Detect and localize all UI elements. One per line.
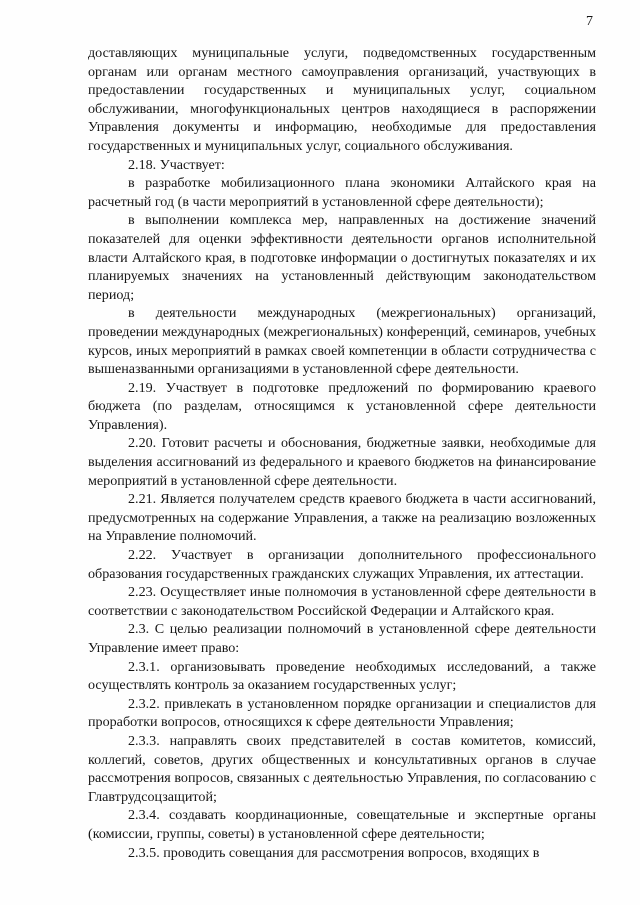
paragraph: 2.3. С целью реализации полномочий в установленной сфере деятельности Управление имеет право: — [88, 621, 596, 656]
paragraph: в разработке мобилизационного плана экономики Алтайского края на расчетный год (в части мероприятий в установленной сфере деятельности); — [88, 175, 596, 210]
paragraph: в выполнении комплекса мер, направленных на достижение значений показателей для оценки эффективности деятельности органов исполнительной власти Алтайского края, в подготовке информации о достигнутых показателях и их планируемых значениях на установленный действующим законодательством период; — [88, 212, 596, 303]
paragraph: 2.3.5. проводить совещания для рассмотрения вопросов, входящих в — [128, 844, 540, 861]
paragraph: 2.3.2. привлекать в установленном порядке организации и специалистов для проработки вопросов, относящихся к сфере деятельности Управления; — [88, 695, 596, 731]
paragraph: 2.3.4. создавать координационные, совещательные и экспертные органы (комиссии, группы, советы) в установленной сфере деятельности; — [88, 807, 596, 842]
page-number: 7 — [586, 14, 593, 29]
paragraph: доставляющих муниципальные услуги, подведомственных государственным органам или органам местного самоуправления организаций, участвующих в предоставлении государственных и муниципальных услуг, социальном обслуживании, многофункциональных центров находящиеся в распоряжении Управления документы и информацию, необходимые для предоставления государственных и муниципальных услуг, социального обслуживания. — [88, 45, 596, 154]
paragraph: 2.18. Участвует: — [128, 156, 225, 173]
document-body — [88, 44, 596, 862]
paragraph: 2.20. Готовит расчеты и обоснования, бюджетные заявки, необходимые для выделения ассигнований из федерального и краевого бюджетов на финансирование мероприятий в установленной сфере деятельности. — [88, 435, 596, 489]
paragraph: 2.19. Участвует в подготовке предложений по формированию краевого бюджета (по разделам, относящимся к установленной сфере деятельности Управления). — [88, 379, 596, 433]
paragraph: в деятельности международных (межрегиональных) организаций, проведении международных (межрегиональных) конференций, семинаров, учебных курсов, иных мероприятий в рамках своей компетенции в области сотрудничества с вышеназванными организациями в установленной сфере деятельности. — [88, 305, 596, 378]
paragraph: 2.23. Осуществляет иные полномочия в установленной сфере деятельности в соответствии с законодательством Российской Федерации и Алтайского края. — [88, 584, 596, 619]
paragraph: 2.3.1. организовывать проведение необходимых исследований, а также осуществлять контроль за оказанием государственных услуг; — [88, 658, 596, 694]
paragraph: 2.3.3. направлять своих представителей в состав комитетов, комиссий, коллегий, советов, других общественных и консультативных органов в случае рассмотрения вопросов, связанных с деятельностью Управления, по согласованию с Главтрудсоцзащитой; — [88, 732, 596, 805]
paragraph: 2.22. Участвует в организации дополнительного профессионального образования государственных гражданских служащих Управления, их аттестации. — [88, 547, 596, 582]
paragraph: 2.21. Является получателем средств краевого бюджета в части ассигнований, предусмотренных на содержание Управления, а также на реализацию возложенных на Управление полномочий. — [88, 491, 596, 545]
